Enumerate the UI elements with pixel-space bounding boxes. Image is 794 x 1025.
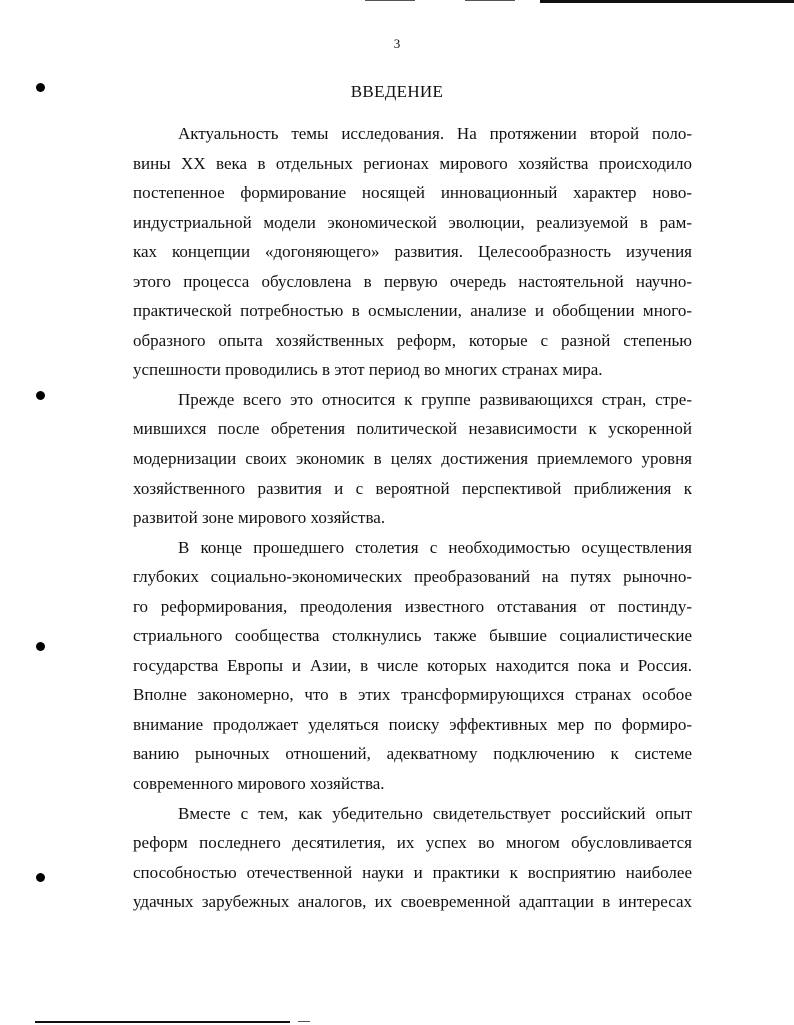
- text-line: вины XX века в отдельных регионах мирового хозяйства происходило: [133, 153, 692, 173]
- text-line: государства Европы и Азии, в числе которых находится пока и Россия.: [133, 655, 692, 675]
- scan-edge-mark: [35, 1021, 290, 1023]
- text-line: В конце прошедшего столетия с необходимостью осуществления: [178, 537, 692, 557]
- scan-edge-mark: [540, 0, 794, 3]
- text-line: Вполне закономерно, что в этих трансформирующихся странах особое: [133, 685, 692, 705]
- text-line: Актуальность темы исследования. На протяжении второй поло-: [178, 124, 692, 143]
- text-line: ванию рыночных отношений, адекватному подключению к системе: [133, 744, 692, 764]
- text-line: мившихся после обретения политической независимости к ускоренной: [133, 419, 692, 439]
- text-line: практической потребностью в осмыслении, анализе и обобщении много-: [133, 301, 692, 321]
- paragraph: [133, 799, 692, 917]
- scan-edge-mark: [365, 0, 415, 1]
- text-line: этого процесса обусловлена в первую очередь настоятельной научно-: [133, 271, 692, 291]
- text-line: способностью отечественной науки и практики к восприятию наиболее: [133, 862, 692, 882]
- binder-hole-icon: [36, 391, 45, 400]
- text-line: модернизации своих экономик в целях достижения приемлемого уровня: [133, 449, 692, 469]
- scan-edge-mark: [465, 0, 515, 1]
- text-line: развитой зоне мирового хозяйства.: [133, 508, 386, 528]
- binder-hole-icon: [36, 642, 45, 651]
- text-line: удачных зарубежных аналогов, их своевременной адаптации в интересах: [133, 892, 692, 912]
- text-line: внимание продолжает уделяться поиску эффективных мер по формиро-: [133, 714, 692, 734]
- text-line: современного мирового хозяйства.: [133, 774, 385, 794]
- text-line: ках концепции «догоняющего» развития. Целесообразность изучения: [133, 242, 692, 262]
- text-line: глубоких социально-экономических преобразований на путях рыночно-: [133, 567, 692, 587]
- text-line: стриального сообщества столкнулись также бывшие социалистические: [133, 626, 692, 646]
- text-line: успешности проводились в этот период во многих странах мира.: [133, 360, 603, 380]
- text-line: постепенное формирование носящей инновационный характер ново-: [133, 183, 692, 203]
- paragraph: [133, 119, 692, 385]
- text-line: образного опыта хозяйственных реформ, которые с разной степенью: [133, 330, 692, 350]
- text-line: го реформирования, преодоления известного отставания от постинду-: [133, 596, 692, 616]
- page-title: ВВЕДЕНИЕ: [350, 82, 444, 101]
- text-line: хозяйственного развития и с вероятной перспективой приближения к: [133, 478, 692, 498]
- body-text: [133, 119, 692, 917]
- text-line: индустриальной модели экономической эволюции, реализуемой в рам-: [133, 212, 692, 232]
- paragraph: [133, 385, 692, 533]
- text-line: Вместе с тем, как убедительно свидетельствует российский опыт: [178, 803, 692, 823]
- paragraph: [133, 533, 692, 799]
- text-line: реформ последнего десятилетия, их успех во многом обусловливается: [133, 833, 692, 853]
- binder-hole-icon: [36, 873, 45, 882]
- text-line: Прежде всего это относится к группе развивающихся стран, стре-: [178, 389, 692, 409]
- page-number: 3: [393, 36, 401, 51]
- scan-edge-mark: [298, 1021, 310, 1022]
